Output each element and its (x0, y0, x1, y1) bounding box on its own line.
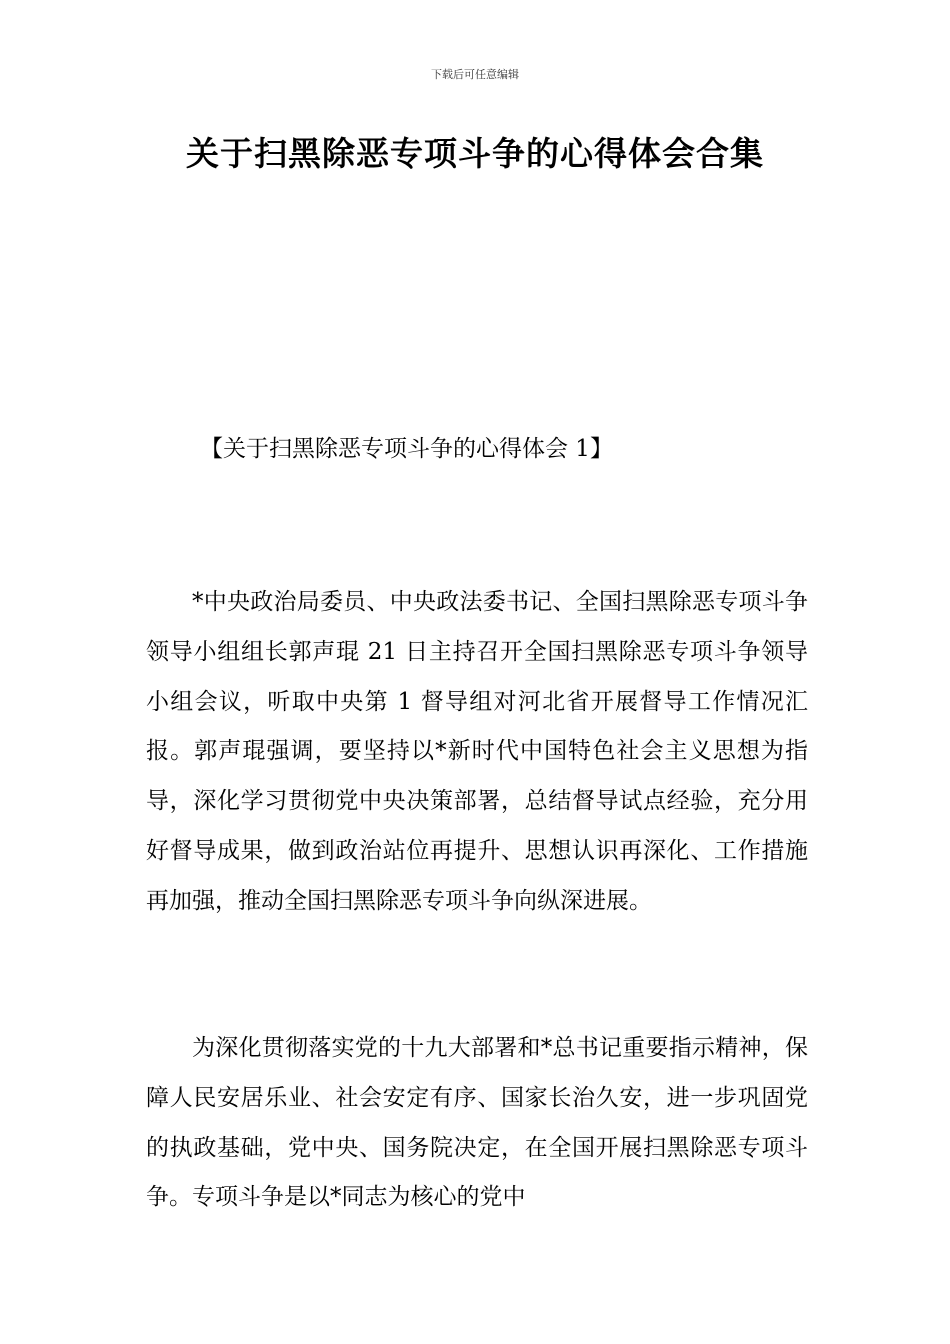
section-heading: 【关于扫黑除恶专项斗争的心得体会 1】 (200, 436, 613, 462)
body-paragraph-1: *中央政治局委员、中央政法委书记、全国扫黑除恶专项斗争领导小组组长郭声琨 21 日主持召开全国扫黑除恶专项斗争领导小组会议，听取中央第 1 督导组对河北省开展督导工作情况汇报。郭声琨强调，要坚持以*新时代中国特色社会主义思想为指导，深化学习贯彻党中央决策部署，总结督导试点经验，充分用好督导成果，做到政治站位再提升、思想认识再深化、工作措施再加强，推动全国扫黑除恶专项斗争向纵深进展。 (146, 589, 808, 914)
body-paragraph-2: 为深化贯彻落实党的十九大部署和*总书记重要指示精神，保障人民安居乐业、社会安定有序、国家长治久安，进一步巩固党的执政基础，党中央、国务院决定，在全国开展扫黑除恶专项斗争。专项斗争是以*同志为核心的党中 (146, 1035, 808, 1211)
document-title: 关于扫黑除恶专项斗争的心得体会合集 (186, 134, 764, 173)
header-note: 下载后可任意编辑 (431, 68, 519, 81)
